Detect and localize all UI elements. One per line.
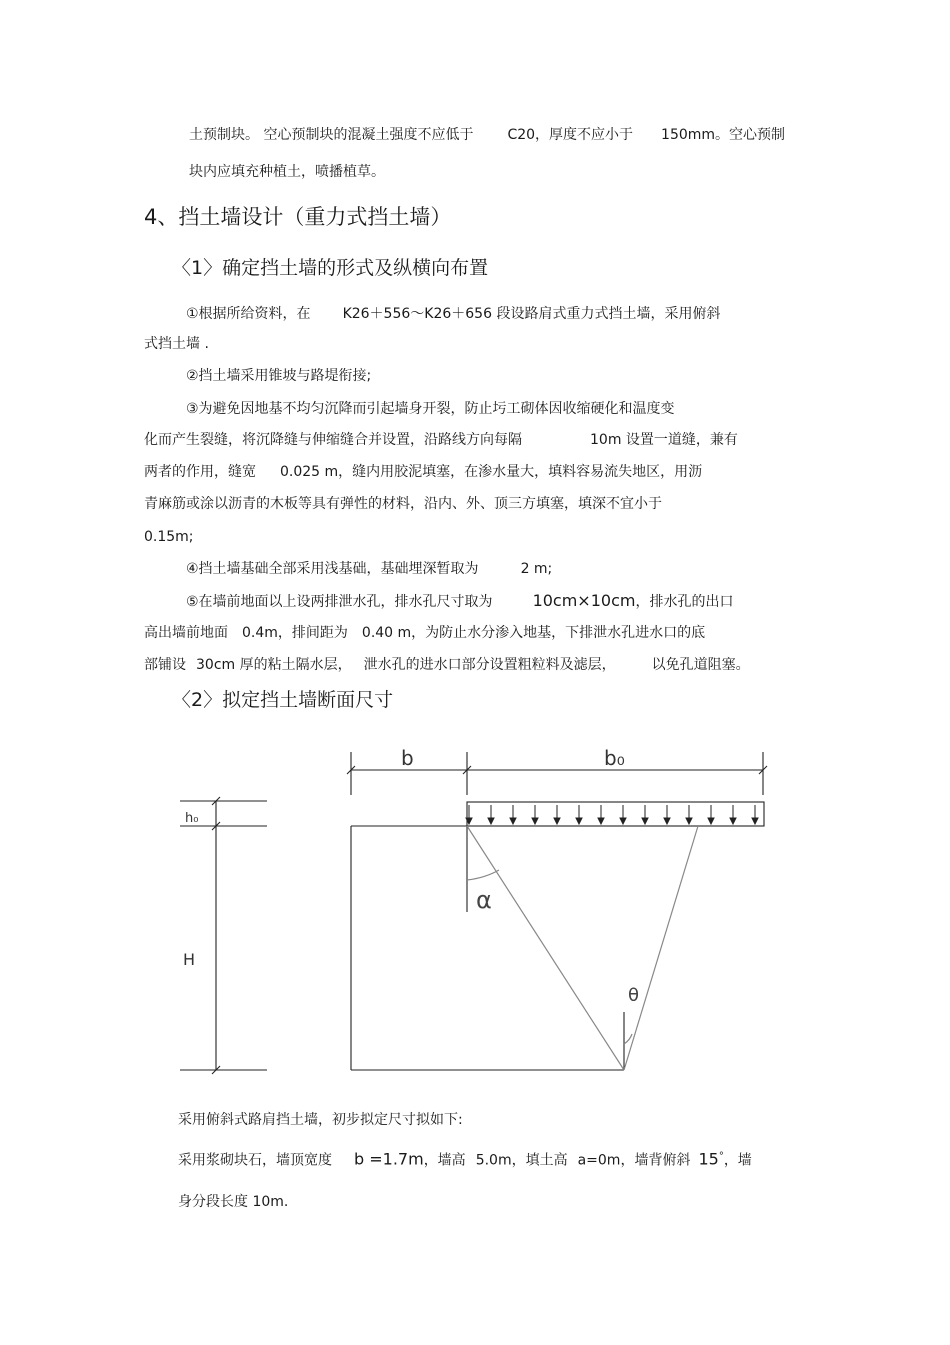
text-span: ④挡土墙基础全部采用浅基础，基础埋深暂取为 bbox=[186, 561, 479, 577]
list-item: ③为避免因地基不均匀沉降而引起墙身开裂，防止圬工砌体因收缩硬化和温度变 bbox=[186, 401, 675, 417]
paragraph-line: 身分段长度 10m. bbox=[178, 1194, 289, 1210]
paragraph-line: 采用俯斜式路肩挡土墙，初步拟定尺寸拟如下: bbox=[178, 1112, 463, 1128]
text-span: ，排水孔的出口 bbox=[635, 594, 734, 610]
text-span: ，墙高 bbox=[423, 1152, 466, 1169]
section-heading: 4、挡土墙设计（重力式挡土墙） bbox=[144, 205, 452, 229]
text-span: 泄水孔的进水口部分设置粗粒料及滤层， bbox=[363, 657, 616, 673]
text-span: 0.40 m，为防止水分渗入地基，下排泄水孔进水口的底 bbox=[361, 625, 706, 641]
text-span: C20，厚度不应小于 bbox=[507, 127, 634, 143]
subsection-heading: 〈2〉拟定挡土墙断面尺寸 bbox=[172, 689, 394, 711]
text-span: 10m 设置一道缝，兼有 bbox=[590, 432, 738, 448]
text-span: 采用浆砌块石，墙顶宽度 bbox=[178, 1152, 332, 1169]
label-H: H bbox=[183, 950, 196, 969]
degree-sign: ° bbox=[718, 1151, 724, 1162]
paragraph-line: 块内应填充种植土，喷播植草。 bbox=[189, 164, 385, 180]
text-span: 15 bbox=[698, 1149, 719, 1169]
text-span: 0.4m，排间距为 bbox=[242, 625, 348, 641]
text-span: 10cm×10cm bbox=[532, 591, 636, 610]
text-span: 150mm。空心预制 bbox=[661, 127, 786, 143]
text-span: 5.0m，填土高 bbox=[475, 1152, 568, 1169]
label-b0: b₀ bbox=[604, 746, 625, 770]
list-item-cont: 式挡土墙 . bbox=[144, 336, 209, 352]
text-span: 部铺设 bbox=[144, 657, 186, 673]
text-span: b =1.7m bbox=[354, 1149, 424, 1169]
subsection-heading: 〈1〉确定挡土墙的形式及纵横向布置 bbox=[172, 257, 489, 279]
label-h0: h₀ bbox=[185, 811, 199, 826]
text-span: a=0m，墙背俯斜 bbox=[577, 1152, 691, 1169]
paragraph-line bbox=[178, 1148, 752, 1170]
text-span: 两者的作用，缝宽 bbox=[144, 464, 256, 480]
list-item-cont: 0.15m; bbox=[144, 529, 194, 545]
text-span: 土预制块。 空心预制块的混凝土强度不应低于 bbox=[189, 127, 474, 143]
label-theta: θ bbox=[628, 985, 640, 1006]
text-span: 高出墙前地面 bbox=[144, 625, 228, 641]
text-span: 以免孔道阻塞。 bbox=[651, 657, 750, 673]
text-span: 30cm 厚的粘土隔水层， bbox=[196, 657, 352, 673]
text-span: 2 m; bbox=[520, 561, 553, 577]
label-b: b bbox=[401, 746, 414, 770]
list-item-cont: 青麻筋或涂以沥青的木板等具有弹性的材料，沿内、外、顶三方填塞，填深不宜小于 bbox=[144, 496, 662, 512]
label-alpha: α bbox=[476, 886, 492, 914]
text-span: ①根据所给资料，在 bbox=[186, 306, 311, 322]
list-item: ②挡土墙采用锥坡与路堤衔接; bbox=[186, 368, 372, 384]
text-span: ，墙 bbox=[723, 1152, 752, 1169]
text-span: 0.025 m，缝内用胶泥填塞，在渗水量大，填料容易流失地区，用沥 bbox=[280, 464, 703, 480]
text-span: 化而产生裂缝，将沉降缝与伸缩缝合并设置，沿路线方向每隔 bbox=[144, 432, 522, 448]
text-span: K26＋556～K26＋656 段设路肩式重力式挡土墙，采用俯斜 bbox=[342, 306, 721, 322]
text-span: ⑤在墙前地面以上设两排泄水孔，排水孔尺寸取为 bbox=[186, 594, 493, 610]
load-arrows bbox=[466, 805, 758, 824]
